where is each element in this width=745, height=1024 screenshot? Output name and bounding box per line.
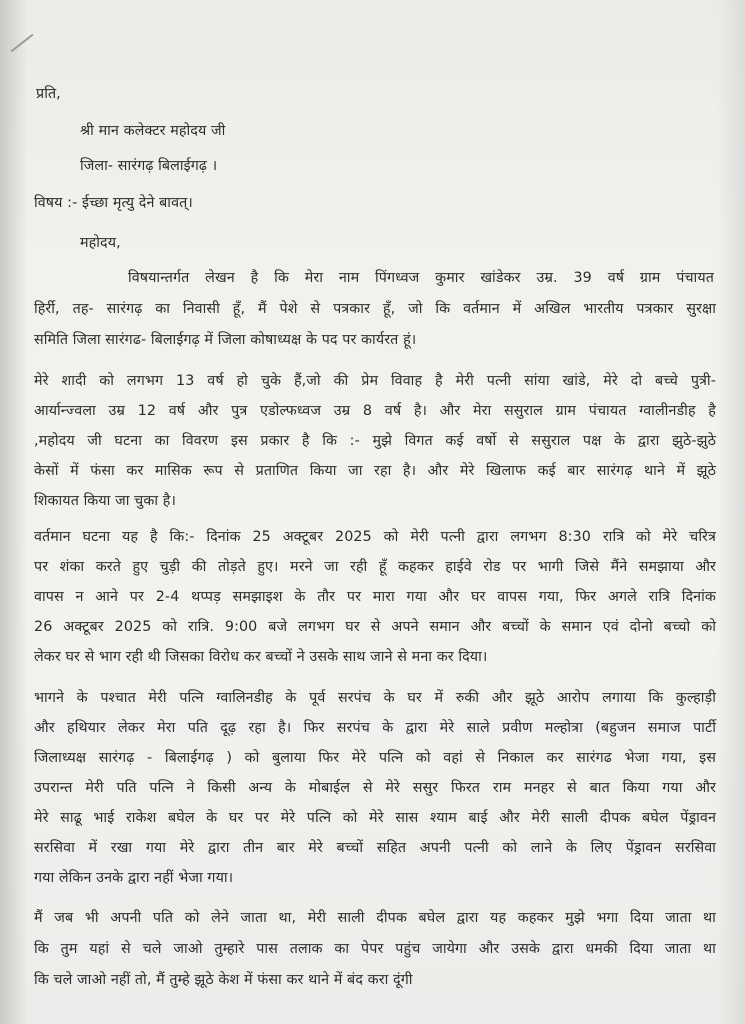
paragraph-2-line-2: आर्यान्ज्वला उम्र 12 वर्ष और पुत्र एडोल्फध्वज उम्र 8 वर्ष है। और मेरा ससुराल ग्राम पंचायत ग्वालीनडीह है <box>34 403 716 419</box>
paragraph-4-line-6: सरसिवा में रखा गया मेरे द्वारा तीन बार मेरे बच्चों सहित अपनी पत्नी को लाने के लिए पेंड्रावन सरसिवा <box>34 840 716 856</box>
paragraph-3-line-3: वापस न आने पर 2-4 थप्पड़ समझाइश के तौर पर मारा गया और घर वापस गया, फिर अगले रात्रि दिनांक <box>34 589 716 605</box>
paragraph-3-line-2: पर शंका करते हुए चुड़ी की तोड़ते हुए। मरने जा रही हूँ कहकर हाईवे रोड पर भागी जिसे मैंने समझाया और <box>34 559 716 575</box>
paper-edge-shadow-right <box>717 0 745 1024</box>
recipient-title: श्री मान कलेक्टर महोदय जी <box>80 123 226 139</box>
recipient-district: जिला- सारंगढ़ बिलाईगढ़ । <box>80 158 218 174</box>
paragraph-5-line-1: मैं जब भी अपनी पति को लेने जाता था, मेरी साली दीपक बघेल द्वारा यह कहकर मुझे भगा दिया जाता था <box>34 910 716 926</box>
paragraph-4-line-3: जिलाध्यक्ष सारंगढ़ - बिलाईगढ़ ) को बुलाया फिर मेरे पत्नि को वहां से निकाल कर सारंगढ भेजा गया, इस <box>34 750 716 766</box>
greeting: महोदय, <box>80 235 121 251</box>
subject-line: विषय :- ईच्छा मृत्यु देने बावत्। <box>34 195 193 211</box>
paragraph-2-line-3: ,महोदय जी घटना का विवरण इस प्रकार है कि :- मुझे विगत कई वर्षो से ससुराल पक्ष के द्वारा झुठे-झुठे <box>34 433 716 449</box>
paper-edge-shadow-left <box>0 0 28 1024</box>
paragraph-3-line-1: वर्तमान घटना यह है कि:- दिनांक 25 अक्टूबर 2025 को मेरी पत्नी द्वारा लगभग 8:30 रात्रि को मेरे चरित्र <box>34 529 716 545</box>
salutation-to: प्रति, <box>36 86 61 102</box>
paragraph-4-line-5: मेरे साढू भाई राकेश बघेल के घर पर मेरे पत्नि को मेरे सास श्याम बाई और मेरी साली दीपक बघेल पेंड्रावन <box>34 810 716 826</box>
paragraph-3-line-4: 26 अक्टूबर 2025 को रात्रि. 9:00 बजे लगभग घर से अपने समान और बच्चों के समान एवं दोनो बच्चो को <box>34 619 716 635</box>
paragraph-2-line-4: केसों में फंसा कर मासिक रूप से प्रताणित किया जा रहा है। और मेरे खिलाफ कई बार सारंगढ़ थाने में झूठे <box>34 463 716 479</box>
paragraph-4-line-2: और हथियार लेकर मेरा पति दूढ़ रहा है। फिर सरपंच के द्वारा मेरे साले प्रवीण मल्होत्रा (बहुजन समाज पार्टी <box>34 720 716 736</box>
paragraph-2-line-1: मेरे शादी को लगभग 13 वर्ष हो चुके हैं,जो की प्रेम विवाह है मेरी पत्नी सांया खांडे, मेरे दो बच्चे पुत्री- <box>34 373 716 389</box>
paragraph-5-line-3: कि चले जाओ नहीं तो, मैं तुम्हे झूठे केश में फंसा कर थाने में बंद करा दूंगी <box>34 972 413 988</box>
paragraph-1-line-1: विषयान्तर्गत लेखन है कि मेरा नाम पिंगध्वज कुमार खांडेकर उम्र. 39 वर्ष ग्राम पंचायत <box>128 270 714 286</box>
paragraph-5-line-2: कि तुम यहां से चले जाओ तुम्हारे पास तलाक का पेपर पहुंच जायेगा और उसके द्वारा धमकी दिया जाता था <box>34 941 716 957</box>
paragraph-4-line-7: गया लेकिन उनके द्वारा नहीं भेजा गया। <box>34 870 234 886</box>
paragraph-4-line-4: उपरान्त मेरी पति पत्नि ने किसी अन्य के मोबाईल से मेरे ससुर फिरत राम मनहर से बात किया गया और <box>34 780 716 796</box>
paragraph-2-line-5: शिकायत किया जा चुका है। <box>34 493 176 509</box>
paragraph-4-line-1: भागने के पश्चात मेरी पत्नि ग्वालिनडीह के पूर्व सरपंच के घर में रुकी और झूठे आरोप लगाया कि कुल्हाड़ी <box>34 690 716 706</box>
paragraph-3-line-5: लेकर घर से भाग रही थी जिसका विरोध कर बच्चों ने उसके साथ जाने से मना कर दिया। <box>34 649 488 665</box>
paragraph-1-line-3: समिति जिला सारंगढ- बिलाईगढ़ में जिला कोषाध्यक्ष के पद पर कार्यरत हूं। <box>34 332 417 348</box>
paragraph-1-line-2: हिर्री, तह- सारंगढ़ का निवासी हूँ, मैं पेशे से पत्रकार हूँ, जो कि वर्तमान में अखिल भारतीय पत्रकार सुरक्षा <box>34 301 716 317</box>
